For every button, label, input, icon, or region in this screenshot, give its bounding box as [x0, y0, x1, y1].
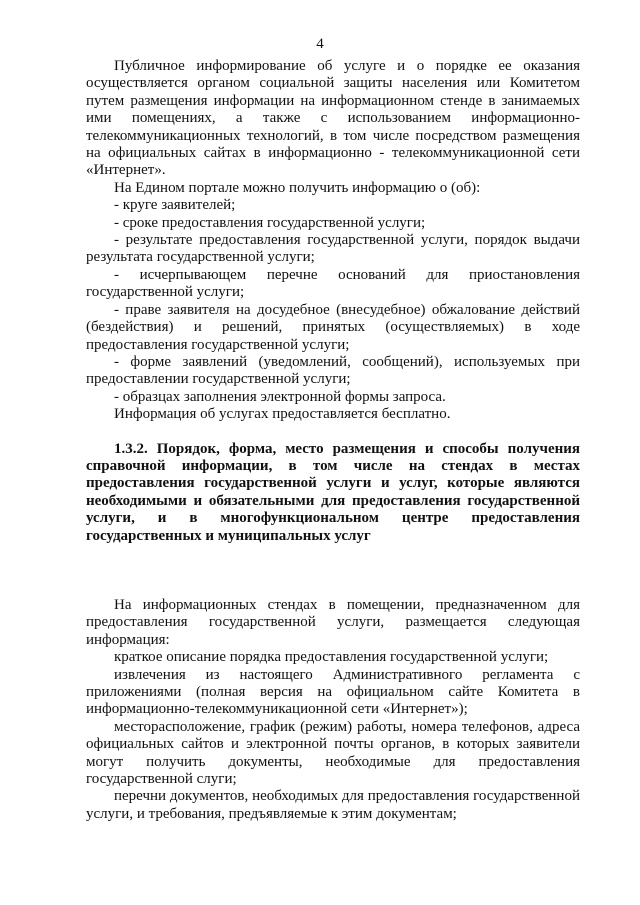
list-item: - исчерпывающем перечне оснований для приостановления государственной услуги; — [86, 266, 580, 301]
list-item: - результате предоставления государственной услуги, порядок выдачи результата государственной услуги; — [86, 232, 580, 266]
spacer — [86, 545, 580, 597]
list-item: перечни документов, необходимых для предоставления государственной услуги, и требования, предъявляемые к этим документам; — [86, 788, 580, 822]
list-item: извлечения из настоящего Административного регламента с приложениями (полная версия на официальном сайте Комитета в информационно-телекоммуникационной сети «Интернет»); — [86, 666, 580, 718]
document-body — [86, 58, 580, 823]
list-item: - праве заявителя на досудебное (внесудебное) обжалование действий (бездействия) и решений, принятых (осуществляемых) в ходе предоставления государственной услуги; — [86, 301, 580, 353]
list-item: - форме заявлений (уведомлений, сообщений), используемых при предоставлении государственной услуги; — [86, 353, 580, 388]
section-heading: 1.3.2. Порядок, форма, место размещения и способы получения справочной информации, в том числе на стендах в местах предоставления государственной услуги и услуг, которые являются необходимыми и обязательными для предоставления государственной услуги, и в многофункциональном центре предоставления государственных и муниципальных услуг — [86, 440, 580, 544]
list-item: - сроке предоставления государственной услуги; — [114, 214, 426, 231]
list-item: месторасположение, график (режим) работы, номера телефонов, адреса официальных сайтов и электронной почты органов, в которых заявители могут получить документы, необходимые для предоставления государственной слуги; — [86, 718, 580, 788]
page-number: 4 — [316, 36, 324, 52]
list-item: краткое описание порядка предоставления государственной услуги; — [114, 649, 549, 666]
paragraph-stands-intro: На информационных стендах в помещении, предназначенном для предоставления государственной услуги, размещается следующая информация: — [86, 596, 580, 648]
list-item: - образцах заполнения электронной формы запроса. — [114, 388, 446, 405]
paragraph-free-info: Информация об услугах предоставляется бесплатно. — [114, 406, 451, 423]
paragraph-public-informing: Публичное информирование об услуге и о порядке ее оказания осуществляется органом социальной защиты населения или Комитетом путем размещения информации на информационном стенде в занимаемых ими помещениях, а также с использованием информационно-телекоммуникационных технологий, в том числе посредством размещения на официальных сайтах в информационно - телекоммуникационной сети «Интернет». — [86, 58, 580, 179]
list-item: - круге заявителей; — [114, 197, 236, 214]
paragraph-portal-info-intro: На Едином портале можно получить информацию о (об): — [114, 179, 481, 196]
